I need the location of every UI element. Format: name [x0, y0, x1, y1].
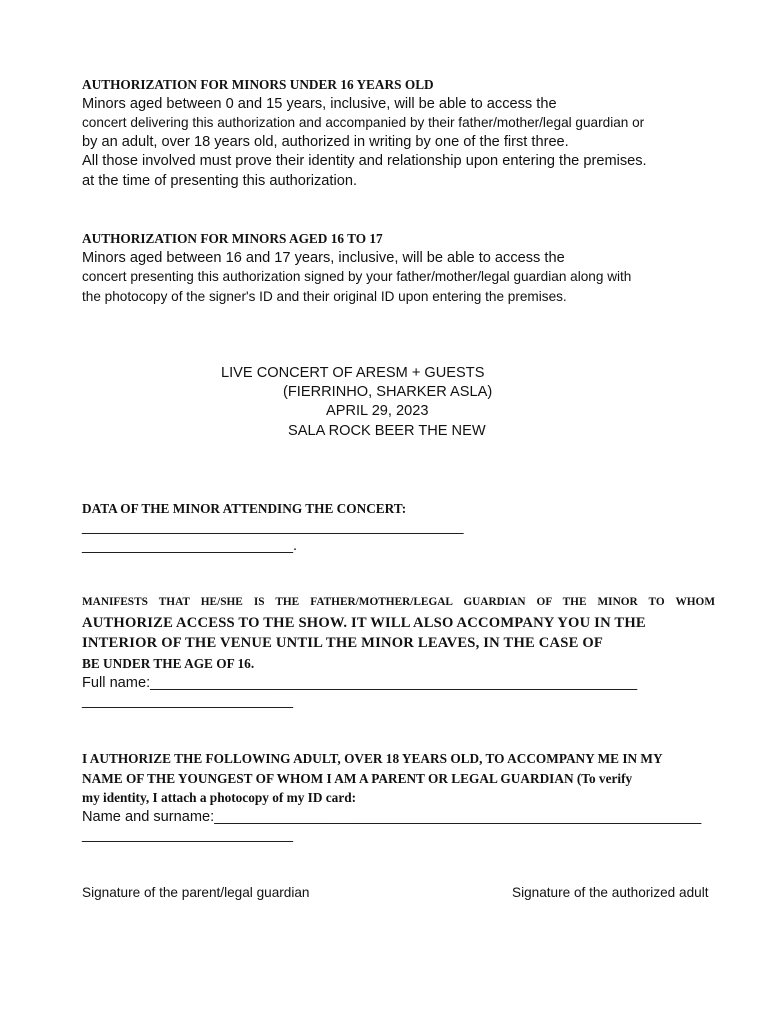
signature-parent-label: Signature of the parent/legal guardian — [82, 885, 310, 900]
adult-authorization-line: my identity, I attach a photocopy of my ID card: — [82, 790, 357, 805]
minor-data-heading: DATA OF THE MINOR ATTENDING THE CONCERT: — [82, 501, 407, 516]
guardian-declaration-line: INTERIOR OF THE VENUE UNTIL THE MINOR LEAVES, IN THE CASE OF — [82, 635, 604, 651]
minor-data-blank-line[interactable]: __________________________. — [82, 538, 298, 554]
guardian-fullname-field[interactable] — [82, 676, 637, 691]
paragraph-line: Minors aged between 0 and 15 years, inclusive, will be able to access the — [82, 96, 557, 112]
name-surname-blank[interactable]: ____________________________________________________________ — [214, 809, 702, 825]
adult-blank-line[interactable]: __________________________ — [82, 827, 294, 843]
event-date: APRIL 29, 2023 — [326, 403, 429, 419]
paragraph-line: concert delivering this authorization and accompanied by their father/mother/legal guardian or — [82, 115, 645, 130]
paragraph-line: the photocopy of the signer's ID and their original ID upon entering the premises. — [82, 289, 567, 304]
event-title: LIVE CONCERT OF ARESM + GUESTS — [221, 365, 485, 381]
paragraph-line: at the time of presenting this authorization. — [82, 173, 358, 189]
section-heading-16-to-17: AUTHORIZATION FOR MINORS AGED 16 TO 17 — [82, 231, 383, 246]
event-guests: (FIERRINHO, SHARKER ASLA) — [283, 384, 493, 400]
guardian-declaration-line: MANIFESTS THAT HE/SHE IS THE FATHER/MOTHER/LEGAL GUARDIAN OF THE MINOR TO WHOM — [82, 596, 715, 608]
fullname-blank[interactable]: ____________________________________________________________ — [150, 675, 638, 691]
guardian-declaration-line: BE UNDER THE AGE OF 16. — [82, 656, 255, 671]
guardian-blank-line[interactable]: __________________________ — [82, 693, 294, 709]
name-surname-label: Name and surname: — [82, 809, 215, 825]
paragraph-line: concert presenting this authorization signed by your father/mother/legal guardian along with — [82, 269, 632, 284]
adult-authorization-line: I AUTHORIZE THE FOLLOWING ADULT, OVER 18 YEARS OLD, TO ACCOMPANY ME IN MY — [82, 751, 663, 766]
guardian-declaration-line: AUTHORIZE ACCESS TO THE SHOW. IT WILL ALSO ACCOMPANY YOU IN THE — [82, 615, 646, 631]
section-heading-under-16: AUTHORIZATION FOR MINORS UNDER 16 YEARS OLD — [82, 77, 434, 92]
paragraph-line: by an adult, over 18 years old, authorized in writing by one of the first three. — [82, 134, 569, 150]
paragraph-line: Minors aged between 16 and 17 years, inclusive, will be able to access the — [82, 250, 565, 266]
adult-name-field[interactable] — [82, 810, 701, 825]
signature-adult-label: Signature of the authorized adult — [512, 885, 709, 900]
fullname-label: Full name: — [82, 675, 151, 691]
adult-authorization-line: NAME OF THE YOUNGEST OF WHOM I AM A PARENT OR LEGAL GUARDIAN (To verify — [82, 771, 633, 786]
event-venue: SALA ROCK BEER THE NEW — [288, 423, 486, 439]
minor-data-blank-line[interactable]: _______________________________________________ — [82, 519, 464, 535]
paragraph-line: All those involved must prove their identity and relationship upon entering the premises. — [82, 153, 647, 169]
